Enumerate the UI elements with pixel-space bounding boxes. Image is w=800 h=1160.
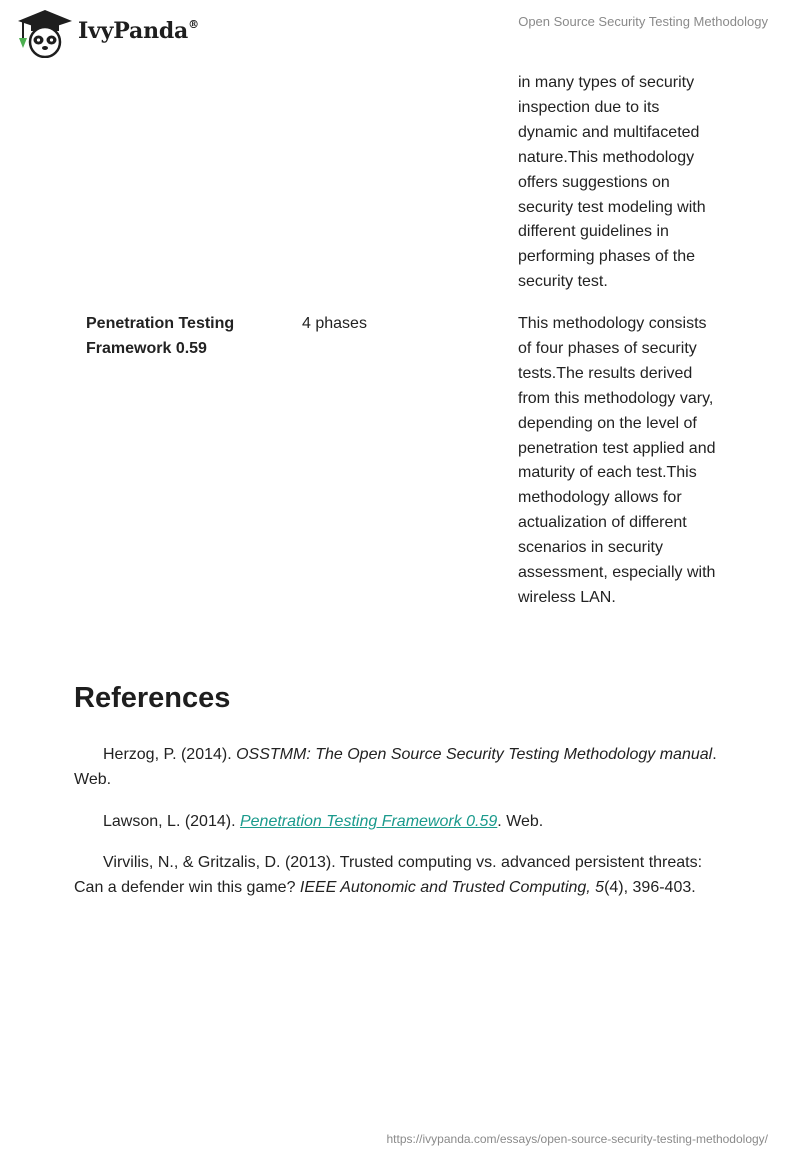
table-cell-method-name: Penetration Testing Framework 0.59 — [86, 315, 235, 357]
panda-logo-icon[interactable] — [14, 8, 76, 58]
reference-link[interactable]: Penetration Testing Framework 0.59 — [239, 813, 498, 830]
reference-item: Virvilis, N., & Gritzalis, D. (2013). Trusted computing vs. advanced persistent threats: Can a defender win this game? IEEE Autonomic and Trusted Computing, 5(4), 396-403. — [74, 854, 703, 896]
reference-item: Herzog, P. (2014). OSSTMM: The Open Source Security Testing Methodology manual. Web. — [74, 746, 717, 788]
footer-url[interactable]: https://ivypanda.com/essays/open-source-security-testing-methodology/ — [386, 1132, 768, 1146]
table-cell-description: This methodology consists of four phases of security tests.The results derived from this methodology vary, depending on the level of penetration test applied and maturity of each test.This methodology allows for actualization of different scenarios in security assessment, especially with wireless LAN. — [518, 315, 716, 606]
brand-name[interactable]: IvyPanda® — [78, 17, 199, 44]
table-cell-continued-description: in many types of security inspection due to its dynamic and multifaceted nature.This methodology offers suggestions on security test modeling with different guidelines in performing phases of the security test. — [518, 74, 706, 291]
reference-item: Lawson, L. (2014). Penetration Testing Framework 0.59. Web. — [103, 813, 544, 830]
document-title: Open Source Security Testing Methodology — [518, 14, 768, 29]
references-heading: References — [74, 682, 231, 714]
table-cell-phases: 4 phases — [302, 315, 367, 332]
page-header — [0, 0, 800, 60]
